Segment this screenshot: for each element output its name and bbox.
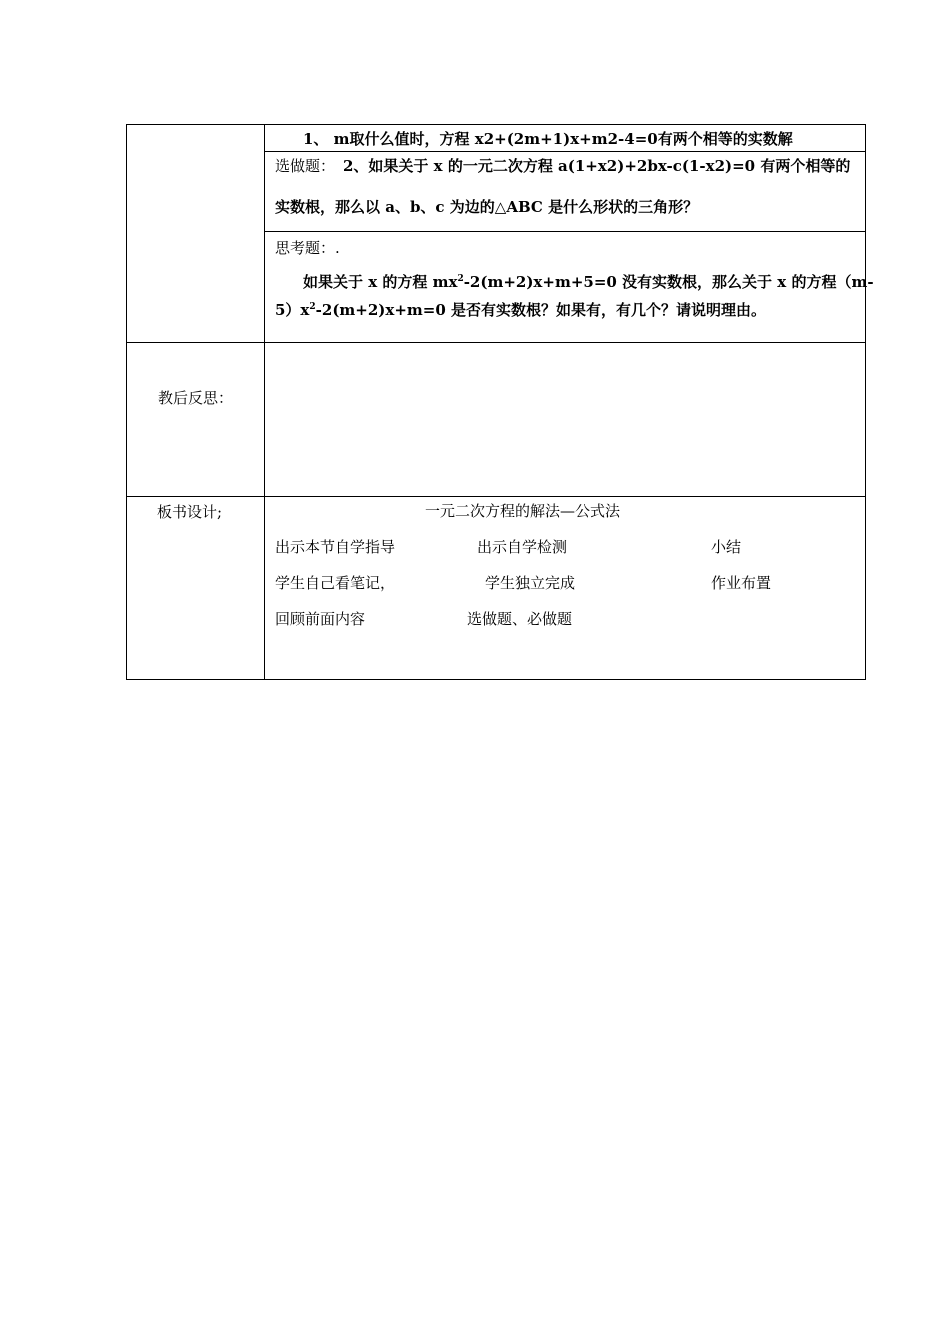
board-label-cell	[127, 497, 265, 679]
question-2-cell	[265, 152, 865, 232]
reflection-label: 教后反思：	[157, 389, 233, 407]
question-1-text: 1、 m取什么值时，方程 x2+(2m+1)x+m2-4=0有两个相等的实数解	[303, 130, 793, 148]
board-label: 板书设计;	[157, 503, 223, 521]
board-col2-item-2: 学生独立完成	[485, 574, 576, 592]
question-1-cell	[265, 125, 865, 152]
exercise-label-cell	[127, 125, 265, 342]
board-design-row	[127, 497, 865, 679]
lesson-plan-table	[126, 124, 874, 680]
reflection-label-cell	[127, 343, 265, 496]
reflection-row	[127, 343, 865, 497]
board-title: 一元二次方程的解法—公式法	[425, 502, 621, 520]
board-col2-item-3: 选做题、必做题	[467, 610, 573, 628]
board-col1-item-1: 出示本节自学指导	[275, 538, 396, 556]
board-col3-item-2: 作业布置	[711, 574, 772, 592]
thinking-label: 思考题：.	[275, 239, 340, 257]
question-2-line-2: 实数根，那么以 a、b、c 为边的△ABC 是什么形状的三角形？	[275, 198, 699, 216]
thinking-question-cell	[265, 232, 874, 343]
board-col1-item-3: 回顾前面内容	[275, 610, 366, 628]
thinking-question-line-1: 如果关于 x 的方程 $mx^2-2(m+2)x+m+5=0$ 没有实数根，那么关于 x 的方程（m-	[303, 273, 874, 291]
board-col1-item-2: 学生自己看笔记，	[275, 574, 396, 592]
exercise-row	[127, 125, 874, 343]
question-2-line-1: 2、如果关于 x 的一元二次方程 a(1+x2)+2bx-c(1-x2)=0 有两个相等的	[343, 157, 851, 175]
board-col2-item-1: 出示自学检测	[477, 538, 568, 556]
optional-label: 选做题：	[275, 157, 336, 175]
thinking-question-line-2: $5)x^2-2(m+2)x+m=0$ 是否有实数根？如果有，有几个？请说明理由。	[275, 301, 767, 319]
board-content-cell	[265, 497, 865, 679]
reflection-content-cell	[265, 343, 865, 496]
board-col3-item-1: 小结	[711, 538, 742, 556]
exercise-content-cell	[265, 125, 874, 342]
